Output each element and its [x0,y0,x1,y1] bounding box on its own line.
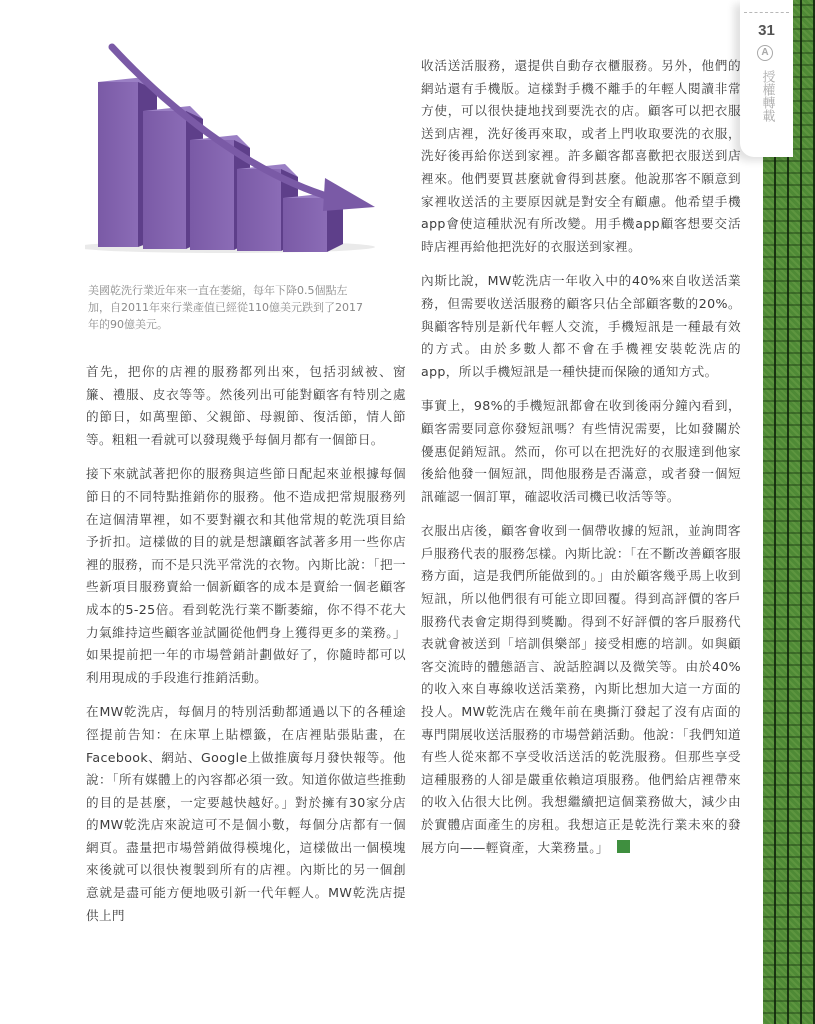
paragraph: 接下來就試著把你的服務與這些節日配起來並根據每個節日的不同特點推銷你的服務。他不造成把常規服務列在這個清單裡，如不要對襯衣和其他常規的乾洗項目給予折扣。這樣做的目的就是想讓顧客試著多用一些你店裡的服務，而不是只洗平常洗的衣物。內斯比說：「把一些新項目服務賣給一個新顧客的成本是賣給一個老顧客成本的5-25倍。看到乾洗行業不斷萎縮，你不得不花大力氣維持這些顧客並試圖從他們身上獲得更多的業務。」如果提前把一年的市場營銷計劃做好了，你隨時都可以利用現成的手段進行推銷活動。 [86,466,406,685]
paragraph: 收活送活服務，還提供自動存衣櫃服務。另外，他們的網站還有手機版。這樣對手機不離手的年輕人閱讀非常方使，可以很快捷地找到要洗衣的店。顧客可以把衣服送到店裡，洗好後再來取，或者上門收取要洗的衣服，洗好後再給你送到家裡。許多顧客都喜歡把衣服送到店裡來。他們要買甚麼就會得到甚麼。他說那客不願意到家裡收送活的主要原因就是對安全有顧慮。他希望手機app會使這種狀況有所改變。用手機app顧客想要交活時店裡再給他把洗好的衣服送到家裡。 [421,58,741,254]
right-column [421,55,741,871]
paragraph-text: 衣服出店後，顧客會收到一個帶收據的短訊，並詢問客戶服務代表的服務怎樣。內斯比說：「在不斷改善顧客服務方面，這是我們所能做到的。」由於顧客幾乎馬上收到短訊，所以他們很有可能立即回覆。得到高評價的客戶服務代表會定期得到獎勵。得到不好評價的客戶服務代表就會被送到「培訓俱樂部」接受相應的培訓。如與顧客交流時的體態語言、說話腔調以及微笑等。由於40%的收入來自專線收送活業務，內斯比想加大這一方面的投人。MW乾洗店在幾年前在奧撕汀發起了沒有店面的專門開展收送活服務的市場營銷活動。他說：「我們知道有些人從來都不享受收活送活的乾洗服務。但那些享受這種服務的人卻是嚴重依賴這項服務。他們給店裡帶來的收入佔很大比例。我想繼續把這個業務做大，減少由於實體店面產生的房租。我想這正是乾洗行業未來的發展方向——輕資產，大業務量。」 [421,523,741,855]
page-number: 31 [758,22,775,39]
license-a-icon: A [757,45,773,61]
paragraph-last [421,520,741,859]
declining-bar-chart-illustration [85,35,380,260]
paragraph: 首先，把你的店裡的服務都列出來，包括羽絨被、窗簾、禮服、皮衣等等。然後列出可能對顧客有特別之處的節日，如萬聖節、父親節、母親節、復活節，情人節等。粗粗一看就可以發現幾乎每個月都有一個節日。 [86,364,406,447]
stitch-line [744,12,789,13]
paragraph: 在MW乾洗店，每個月的特別活動都通過以下的各種途徑提前告知：在床單上貼標籤，在店裡貼張貼畫，在Facebook、網站、Google上做推廣每月發快報等。他說：「所有媒體上的內容都必須一致。知道你做這些推動的目的是甚麼，一定要越快越好。」對於擁有30家分店的MW乾洗店來說這可不是個小數，每個分店都有一個網頁。盡量把市場營銷做得模塊化，這樣做出一個模塊來後就可以很快複製到所有的店裡。內斯比的另一個創意就是盡可能方便地吸引新一代年輕人。MW乾洗店提供上門 [86,704,406,923]
figure-caption: 美國乾洗行業近年來一直在萎縮，每年下降0.5個點左加，自2011年來行業產值已經從110億美元跌到了2017年的90億美元。 [88,284,363,331]
page-tab [740,0,793,157]
green-square-end-mark-icon [617,840,630,853]
paragraph: 內斯比說，MW乾洗店一年收入中的40%來自收送活業務，但需要收送活服務的顧客只佔全部顧客數的20%。與顧客特別是新代年輕人交流，手機短訊是一種最有效的方式。由於多數人都不會在手機裡安裝乾洗店的app，所以手機短訊是一種快捷而保險的通知方式。 [421,273,741,379]
left-column [86,361,406,939]
license-label: 授權轉載 [759,70,775,122]
paragraph: 事實上，98%的手機短訊都會在收到後兩分鐘內看到，顧客需要同意你發短訊嗎？有些情況需要，比如發關於優惠促銷短訊。然而，你可以在把洗好的衣服達到他家後給他發一個短訊，問他服務是否滿意，或者發一個短訊確認一個訂單，確認收活司機已收活等等。 [421,398,741,504]
